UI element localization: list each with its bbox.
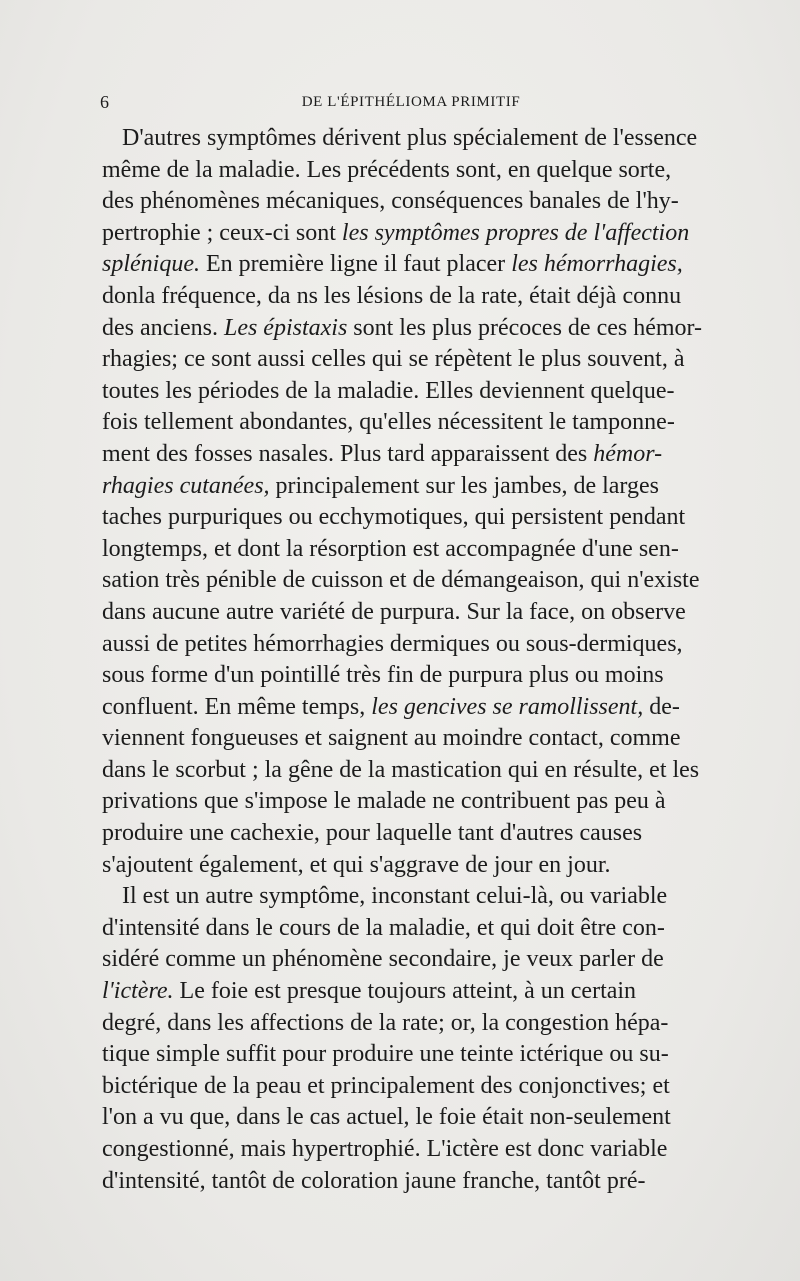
text-run: toutes les périodes de la maladie. Elles deviennent quelque-: [102, 377, 675, 404]
text-line: [102, 850, 724, 882]
text-run: des anciens.: [102, 314, 224, 341]
text-line: [102, 692, 724, 724]
italic-text: rhagies cutanées,: [102, 472, 270, 499]
text-run: bictérique de la peau et principalement des conjonctives; et: [102, 1072, 670, 1099]
text-line: [102, 881, 724, 913]
text-run: dans aucune autre variété de purpura. Sur la face, on observe: [102, 598, 686, 625]
text-line: [102, 913, 724, 945]
text-line: [102, 1102, 724, 1134]
text-line: [102, 376, 724, 408]
italic-text: l'ictère.: [102, 978, 174, 1005]
text-line: [102, 471, 724, 503]
text-run: viennent fongueuses et saignent au moindre contact, comme: [102, 725, 681, 752]
text-run: sous forme d'un pointillé très fin de purpura plus ou moins: [102, 662, 664, 689]
italic-text: splénique.: [102, 251, 200, 278]
running-header: [100, 92, 722, 118]
text-run: privations que s'impose le malade ne contribuent pas peu à: [102, 788, 666, 815]
text-line: [102, 344, 724, 376]
text-run: confluent. En même temps,: [102, 693, 372, 720]
text-line: [102, 313, 724, 345]
text-run: sidéré comme un phénomène secondaire, je veux parler de: [102, 946, 664, 973]
text-line: [102, 976, 724, 1008]
text-line: [102, 249, 724, 281]
text-run: fois tellement abondantes, qu'elles nécessitent le tamponne-: [102, 409, 675, 436]
paragraph: [102, 881, 724, 1197]
text-run: sont les plus précoces de ces hémor-: [347, 314, 703, 341]
text-line: [102, 502, 724, 534]
text-line: [102, 439, 724, 471]
text-line: [102, 534, 724, 566]
page-number: 6: [100, 92, 110, 112]
italic-text: les hémorrhagies,: [511, 251, 683, 278]
text-run: d'intensité, tantôt de coloration jaune franche, tantôt pré-: [102, 1167, 646, 1194]
text-run: degré, dans les affections de la rate; or, la congestion hépa-: [102, 1009, 669, 1036]
text-line: [102, 1071, 724, 1103]
text-line: [102, 281, 724, 313]
text-line: [102, 155, 724, 187]
italic-text: Les épistaxis: [223, 314, 348, 341]
text-line: [102, 944, 724, 976]
body-text: [102, 123, 724, 1197]
text-run: congestionné, mais hypertrophié. L'ictère est donc variable: [102, 1136, 668, 1162]
text-run: longtemps, et dont la résorption est accompagnée d'une sen-: [102, 535, 679, 562]
text-line: [102, 597, 724, 629]
paragraph: [102, 123, 724, 881]
text-line: [102, 218, 724, 250]
text-line: [102, 1166, 724, 1198]
text-run: ment des fosses nasales. Plus tard apparaissent des: [102, 440, 594, 467]
text-run: l'on a vu que, dans le cas actuel, le foie était non-seulement: [102, 1104, 671, 1131]
text-line: [102, 1134, 724, 1166]
text-run: aussi de petites hémorrhagies dermiques ou sous-dermiques,: [102, 630, 683, 657]
text-run: taches purpuriques ou ecchymotiques, qui persistent pendant: [102, 504, 686, 531]
text-line: [102, 123, 724, 155]
text-run: dans le scorbut ; la gêne de la mastication qui en résulte, et les: [102, 756, 700, 783]
text-run: Le foie est presque toujours atteint, à un certain: [173, 978, 637, 1005]
text-run: D'autres symptômes dérivent plus spécialement de l'essence: [122, 125, 698, 151]
text-run: produire une cachexie, pour laquelle tant d'autres causes: [102, 820, 643, 847]
text-run: principalement sur les jambes, de larges: [269, 472, 659, 499]
text-run: d'intensité dans le cours de la maladie, et qui doit être con-: [102, 914, 665, 941]
text-line: [102, 1008, 724, 1040]
text-line: [102, 786, 724, 818]
text-run: rhagies; ce sont aussi celles qui se répètent le plus souvent, à: [102, 346, 685, 373]
italic-text: les gencives se ramollissent,: [371, 693, 644, 720]
text-line: [102, 755, 724, 787]
text-run: même de la maladie. Les précédents sont, en quelque sorte,: [102, 156, 672, 183]
text-run: donla fréquence, da ns les lésions de la rate, était déjà connu: [102, 282, 682, 309]
text-line: [102, 407, 724, 439]
text-line: [102, 565, 724, 597]
text-run: Il est un autre symptôme, inconstant celui-là, ou variable: [122, 883, 668, 910]
text-run: des phénomènes mécaniques, conséquences banales de l'hy-: [102, 188, 679, 215]
text-run: de-: [643, 693, 680, 720]
italic-text: hémor-: [593, 440, 663, 467]
text-line: [102, 1039, 724, 1071]
running-title: DE L'ÉPITHÉLIOMA PRIMITIF: [301, 94, 521, 110]
italic-text: les symptômes propres de l'affection: [341, 219, 690, 246]
text-run: En première ligne il faut placer: [199, 251, 512, 278]
text-line: [102, 660, 724, 692]
text-run: s'ajoutent également, et qui s'aggrave de jour en jour.: [102, 851, 611, 878]
text-line: [102, 629, 724, 661]
text-run: pertrophie ; ceux-ci sont: [102, 219, 342, 246]
text-line: [102, 186, 724, 218]
text-line: [102, 818, 724, 850]
text-run: tique simple suffit pour produire une teinte ictérique ou su-: [102, 1041, 669, 1068]
text-run: sation très pénible de cuisson et de démangeaison, qui n'existe: [102, 567, 700, 594]
text-line: [102, 723, 724, 755]
